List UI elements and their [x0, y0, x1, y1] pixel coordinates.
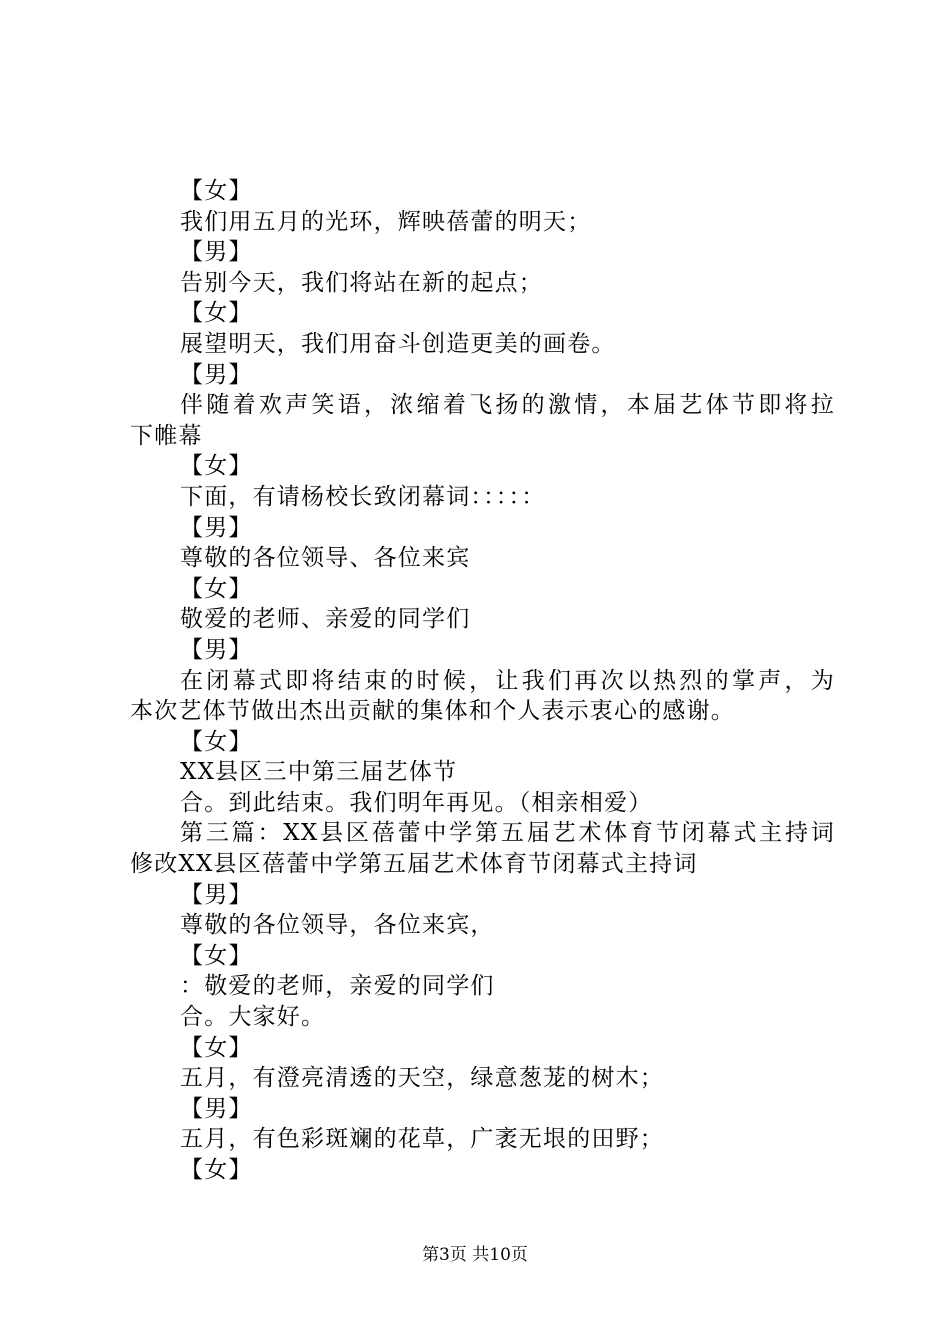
speaker-tag: 【女】	[180, 1034, 253, 1061]
text-line: 伴随着欢声笑语，浓缩着飞扬的激情，本届艺体节即将拉	[180, 392, 835, 419]
speaker-tag: 【男】	[180, 361, 253, 388]
text-line: 尊敬的各位领导，各位来宾，	[180, 912, 495, 939]
text-line: 修改XX县区蓓蕾中学第五届艺术体育节闭幕式主持词	[130, 851, 698, 878]
text-line: ：敬爱的老师，亲爱的同学们	[180, 973, 495, 1000]
speaker-tag: 【男】	[180, 239, 253, 266]
text-line: 本次艺体节做出杰出贡献的集体和个人表示衷心的感谢。	[130, 698, 735, 725]
text-line: 五月，有澄亮清透的天空，绿意葱茏的树木；	[180, 1065, 664, 1092]
page-number-footer: 第3页 共10页	[422, 1245, 528, 1265]
text-line: 我们用五月的光环，辉映蓓蕾的明天；	[180, 208, 592, 235]
text-line: 展望明天，我们用奋斗创造更美的画卷。	[180, 330, 616, 357]
speaker-tag: 【男】	[180, 636, 253, 663]
text-line: 合。到此结束。我们明年再见。（相亲相爱）	[180, 789, 653, 816]
document-body	[130, 176, 835, 1186]
speaker-tag: 【女】	[180, 300, 253, 327]
speaker-tag: 【男】	[180, 881, 253, 908]
speaker-tag: 【女】	[180, 178, 253, 204]
speaker-tag: 【女】	[180, 575, 253, 602]
section-heading: 第三篇：XX县区蓓蕾中学第五届艺术体育节闭幕式主持词	[180, 820, 835, 847]
speaker-tag: 【女】	[180, 453, 253, 480]
text-line: 尊敬的各位领导、各位来宾	[180, 545, 471, 572]
text-line: 合。大家好。	[180, 1004, 326, 1031]
speaker-tag: 【男】	[180, 1095, 253, 1122]
text-line: 下帷幕	[130, 422, 203, 449]
text-line: 敬爱的老师、亲爱的同学们	[180, 606, 471, 633]
speaker-tag: 【女】	[180, 1157, 253, 1183]
speaker-tag: 【女】	[180, 942, 253, 969]
speaker-tag: 【男】	[180, 514, 253, 541]
text-line: 下面，有请杨校长致闭幕词：：：：：	[180, 483, 546, 510]
text-line: 在闭幕式即将结束的时候，让我们再次以热烈的掌声，为	[180, 667, 835, 694]
text-line: 告别今天，我们将站在新的起点；	[180, 269, 543, 296]
speaker-tag: 【女】	[180, 728, 253, 755]
text-line: 五月，有色彩斑斓的花草，广袤无垠的田野；	[180, 1126, 664, 1153]
text-line: XX县区三中第三届艺体节	[180, 759, 458, 786]
